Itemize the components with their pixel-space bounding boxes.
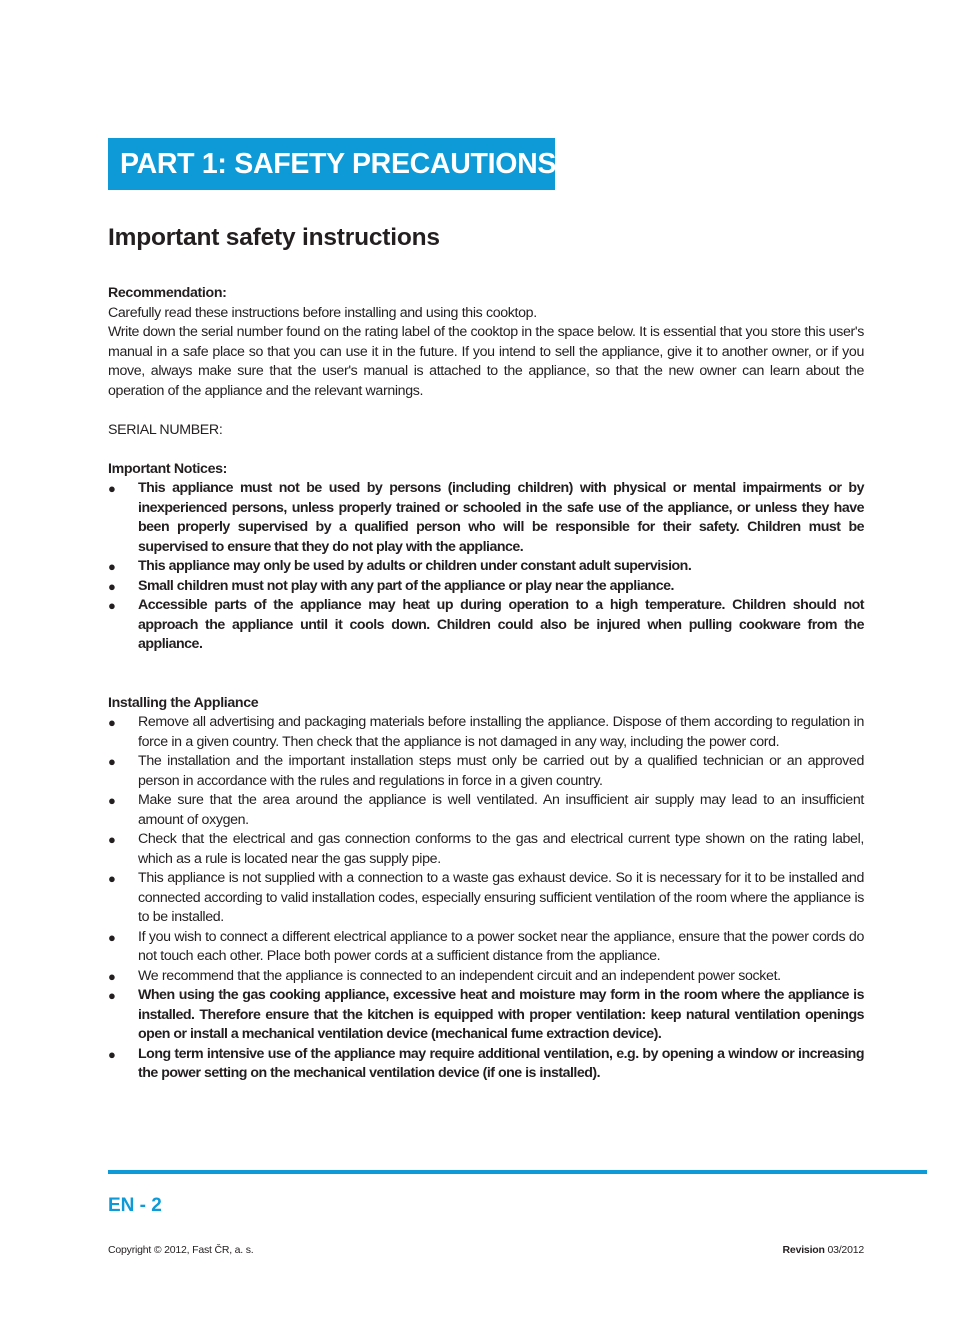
list-item: ● Accessible parts of the appliance may heat up during operation to a high temperature. Children should not approach the appliance until it cools down. Children could also be injured when pulling cookware from the appliance. [108,597,864,652]
copyright-text: Copyright © 2012, Fast ČR, a. s. [108,1244,254,1256]
list-item: ● Remove all advertising and packaging materials before installing the appliance. Dispose of them according to regulation in force in a given country. Then check that the appliance is not damaged in any way, including the power cord. [108,714,864,750]
spacer [108,401,864,421]
bullet-icon: ● [108,481,116,496]
recommendation-label: Recommendation: [108,285,227,301]
recommendation-paragraph: Write down the serial number found on the rating label of the cooktop in the space below. It is essential that you store this user's manual in a safe place so that you can use it in the future. If you intend to sell the appliance, give it to another owner, or if you move, always make sure that the user's manual is attached to the appliance, so that the new owner can learn about the operation of the appliance and the relevant warnings. [108,324,864,399]
installing-label: Installing the Appliance [108,694,259,711]
serial-number-label: SERIAL NUMBER: [108,421,223,438]
page-heading: Important safety instructions [108,224,440,251]
list-item: ● Small children must not play with any part of the appliance or play near the appliance. [108,577,864,597]
footer-divider [108,1170,927,1174]
list-item: ● If you wish to connect a different electrical appliance to a power socket near the appliance, ensure that the power cords do not touch each other. Place both power cords at a sufficient distance from the appliance. [108,928,864,964]
bullet-icon: ● [108,793,116,808]
revision-label: Revision [782,1244,825,1256]
list-item: ● The installation and the important installation steps must only be carried out by a qualified technician or an approved person in accordance with the rules and regulations in force in a given country. [108,753,864,789]
list-item: ● This appliance is not supplied with a connection to a waste gas exhaust device. So it is necessary for it to be installed and connected according to valid installation codes, especially ensuring sufficient ventilation of the room where the appliance is to be installed. [108,870,864,925]
document-body [108,284,864,1084]
important-notices-list [108,479,864,655]
important-notices-label: Important Notices: [108,460,228,477]
bullet-icon: ● [108,578,116,594]
list-item: ● Check that the electrical and gas connection conforms to the gas and electrical current type shown on the rating label, which as a rule is located near the gas supply pipe. [108,831,864,867]
bullet-icon: ● [108,754,116,769]
list-item: ● When using the gas cooking appliance, excessive heat and moisture may form in the room where the appliance is installed. Therefore ensure that the kitchen is equipped with proper ventilation: keep natural ventilation openings open or install a mechanical ventilation device (mechanical fume extraction device). [108,987,864,1042]
bullet-icon: ● [108,598,116,613]
page-number: EN - 2 [108,1195,162,1216]
spacer [108,440,864,460]
bullet-icon: ● [108,832,116,847]
bullet-icon: ● [108,929,116,945]
list-item: ● This appliance may only be used by adults or children under constant adult supervision. [108,557,864,577]
bullet-icon: ● [108,1046,116,1062]
revision-info [783,1244,864,1256]
spacer [108,655,864,694]
bullet-icon: ● [108,715,116,730]
list-item: ● We recommend that the appliance is connected to an independent circuit and an independent power socket. [108,967,864,987]
bullet-icon: ● [108,988,116,1003]
list-item: ● Long term intensive use of the appliance may require additional ventilation, e.g. by opening a window or increasing the power setting on the mechanical ventilation device (if one is installed). [108,1045,864,1081]
list-item: ● Make sure that the area around the appliance is well ventilated. An insufficient air supply may lead to an insufficient amount of oxygen. [108,792,864,828]
bullet-icon: ● [108,559,116,574]
bullet-icon: ● [108,968,116,984]
section-title: PART 1: SAFETY PRECAUTIONS [120,148,557,180]
section-banner [108,138,555,190]
bullet-icon: ● [108,871,116,886]
revision-value: 03/2012 [827,1244,864,1256]
recommendation-line: Carefully read these instructions before installing and using this cooktop. [108,304,537,321]
installing-list [108,713,864,1084]
list-item: ● This appliance must not be used by persons (including children) with physical or mental impairments or by inexperienced persons, unless properly trained or schooled in the safe use of the appliance, or unless they have been properly supervised by a qualified person who will be responsible for their safety. Children must be supervised to ensure that they do not play with the appliance. [108,480,864,555]
